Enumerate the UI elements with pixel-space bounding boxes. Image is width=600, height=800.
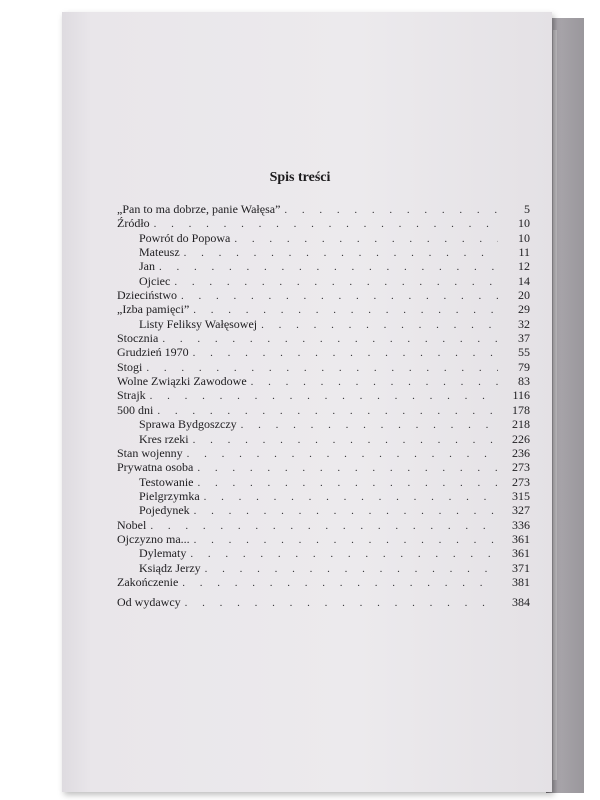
- toc-entry-page: 371: [512, 560, 530, 575]
- toc-entry: [117, 374, 530, 388]
- toc-entry: [117, 432, 530, 446]
- toc-entry: [117, 595, 530, 609]
- toc-entry-title: „Pan to ma dobrze, panie Wałęsa”: [117, 202, 281, 216]
- toc-entry-page: 273: [512, 474, 530, 489]
- toc-entry-page: 83: [518, 374, 530, 389]
- toc-entry-title: Testowanie: [139, 474, 194, 489]
- toc-entry: [117, 302, 530, 316]
- toc-entry-page: 32: [518, 316, 530, 331]
- toc-leader-dots: [159, 260, 498, 274]
- toc-leader-dots: [193, 303, 498, 317]
- toc-entry-title: Jan: [139, 259, 155, 274]
- toc-entry-title: Prywatna osoba: [117, 460, 194, 475]
- toc-entry-title: Powrót do Popowa: [139, 230, 231, 245]
- toc-leader-dots: [193, 433, 498, 447]
- toc-entry: [117, 388, 530, 402]
- toc-entry-page: 315: [512, 488, 530, 503]
- toc-entry-title: Strajk: [117, 388, 146, 403]
- toc-entry-page: 218: [512, 417, 530, 432]
- toc-entry-page: 10: [518, 216, 530, 231]
- toc-leader-dots: [174, 275, 498, 289]
- toc-entry-page: 381: [512, 574, 530, 589]
- toc-entry: [117, 274, 530, 288]
- toc-entry-page: 10: [518, 230, 530, 245]
- show-through-text-top: [106, 95, 446, 175]
- toc-entry: [117, 288, 530, 302]
- table-of-contents: [117, 202, 530, 610]
- toc-entry-title: Stogi: [117, 359, 143, 374]
- toc-entry-page: 178: [512, 402, 530, 417]
- toc-leader-dots: [241, 418, 498, 432]
- toc-entry-title: Od wydawcy: [117, 595, 181, 610]
- toc-entry-page: 55: [518, 345, 530, 360]
- toc-entry-page: 37: [518, 331, 530, 346]
- toc-entry: [117, 575, 530, 589]
- toc-entry-page: 226: [512, 431, 530, 446]
- toc-title: Spis treści: [269, 170, 331, 185]
- toc-entry-title: Wolne Związki Zawodowe: [117, 374, 247, 389]
- toc-entry-title: 500 dni: [117, 402, 154, 417]
- toc-leader-dots: [251, 375, 498, 389]
- toc-entry-title: Kres rzeki: [139, 431, 189, 446]
- toc-entry-title: Zakończenie: [117, 574, 179, 589]
- toc-entry-page: 20: [518, 288, 530, 303]
- toc-leader-dots: [150, 519, 498, 533]
- toc-entry: [117, 446, 530, 460]
- page-edge-highlight: [553, 30, 557, 780]
- toc-entry-title: Nobel: [117, 517, 147, 532]
- toc-leader-dots: [185, 596, 498, 610]
- show-through-text-bottom: [110, 600, 470, 720]
- toc-entry-title: Dzieciństwo: [117, 288, 177, 303]
- toc-leader-dots: [146, 361, 498, 375]
- toc-leader-dots: [193, 346, 498, 360]
- toc-entry-page: 336: [512, 517, 530, 532]
- toc-entry-page: 12: [518, 259, 530, 274]
- toc-entry: [117, 561, 530, 575]
- toc-leader-dots: [234, 232, 498, 246]
- toc-entry: [117, 360, 530, 374]
- toc-leader-dots: [187, 447, 498, 461]
- toc-entry: [117, 403, 530, 417]
- toc-leader-dots: [190, 547, 498, 561]
- toc-leader-dots: [162, 332, 498, 346]
- toc-entry-title: „Izba pamięci”: [117, 302, 190, 317]
- toc-entry: [117, 345, 530, 359]
- toc-entry-title: Ojciec: [139, 273, 171, 288]
- toc-entry: [117, 460, 530, 474]
- toc-leader-dots: [182, 576, 498, 590]
- toc-entry-page: 384: [512, 595, 530, 610]
- toc-entry-title: Ojczyzno ma...: [117, 531, 190, 546]
- toc-entry: [117, 231, 530, 245]
- toc-entry: [117, 475, 530, 489]
- toc-entry-title: Dylematy: [139, 546, 187, 561]
- toc-entry-title: Pielgrzymka: [139, 488, 200, 503]
- toc-entry-page: 79: [518, 359, 530, 374]
- toc-entry: [117, 546, 530, 560]
- toc-leader-dots: [204, 490, 498, 504]
- toc-leader-dots: [157, 404, 498, 418]
- toc-leader-dots: [261, 318, 498, 332]
- toc-leader-dots: [205, 562, 498, 576]
- toc-entry: [117, 202, 530, 216]
- toc-entry-title: Ksiądz Jerzy: [139, 560, 201, 575]
- toc-entry-title: Grudzień 1970: [117, 345, 189, 360]
- toc-entry-page: 273: [512, 460, 530, 475]
- toc-entry: [117, 489, 530, 503]
- toc-entry-title: Pojedynek: [139, 503, 190, 518]
- toc-entry: [117, 518, 530, 532]
- toc-entry: [117, 317, 530, 331]
- toc-entry: [117, 259, 530, 273]
- toc-entry-title: Stan wojenny: [117, 445, 183, 460]
- toc-entry-page: 5: [524, 202, 530, 216]
- toc-entry-page: 236: [512, 445, 530, 460]
- toc-entry-page: 116: [512, 388, 530, 403]
- toc-entry-page: 361: [512, 546, 530, 561]
- toc-entry-page: 14: [518, 273, 530, 288]
- toc-entry: [117, 245, 530, 259]
- toc-leader-dots: [154, 217, 498, 231]
- toc-leader-dots: [197, 476, 498, 490]
- toc-entry-title: Mateusz: [139, 245, 180, 260]
- toc-entry: [117, 216, 530, 230]
- toc-entry-title: Sprawa Bydgoszczy: [139, 417, 237, 432]
- toc-entry-title: Źródło: [117, 216, 150, 231]
- toc-entry: [117, 503, 530, 517]
- toc-leader-dots: [194, 533, 498, 547]
- toc-leader-dots: [150, 389, 498, 403]
- toc-entry-title: Stocznia: [117, 331, 159, 346]
- toc-leader-dots: [194, 504, 498, 518]
- toc-entry-page: 11: [518, 245, 530, 260]
- toc-entry-page: 327: [512, 503, 530, 518]
- toc-leader-dots: [184, 246, 498, 260]
- toc-entry: [117, 417, 530, 431]
- toc-entry-title: Listy Feliksy Wałęsowej: [139, 316, 258, 331]
- toc-entry-page: 361: [512, 531, 530, 546]
- toc-entry-page: 29: [518, 302, 530, 317]
- toc-leader-dots: [197, 461, 498, 475]
- toc-leader-dots: [284, 203, 498, 217]
- toc-leader-dots: [181, 289, 498, 303]
- toc-entry: [117, 331, 530, 345]
- toc-entry: [117, 532, 530, 546]
